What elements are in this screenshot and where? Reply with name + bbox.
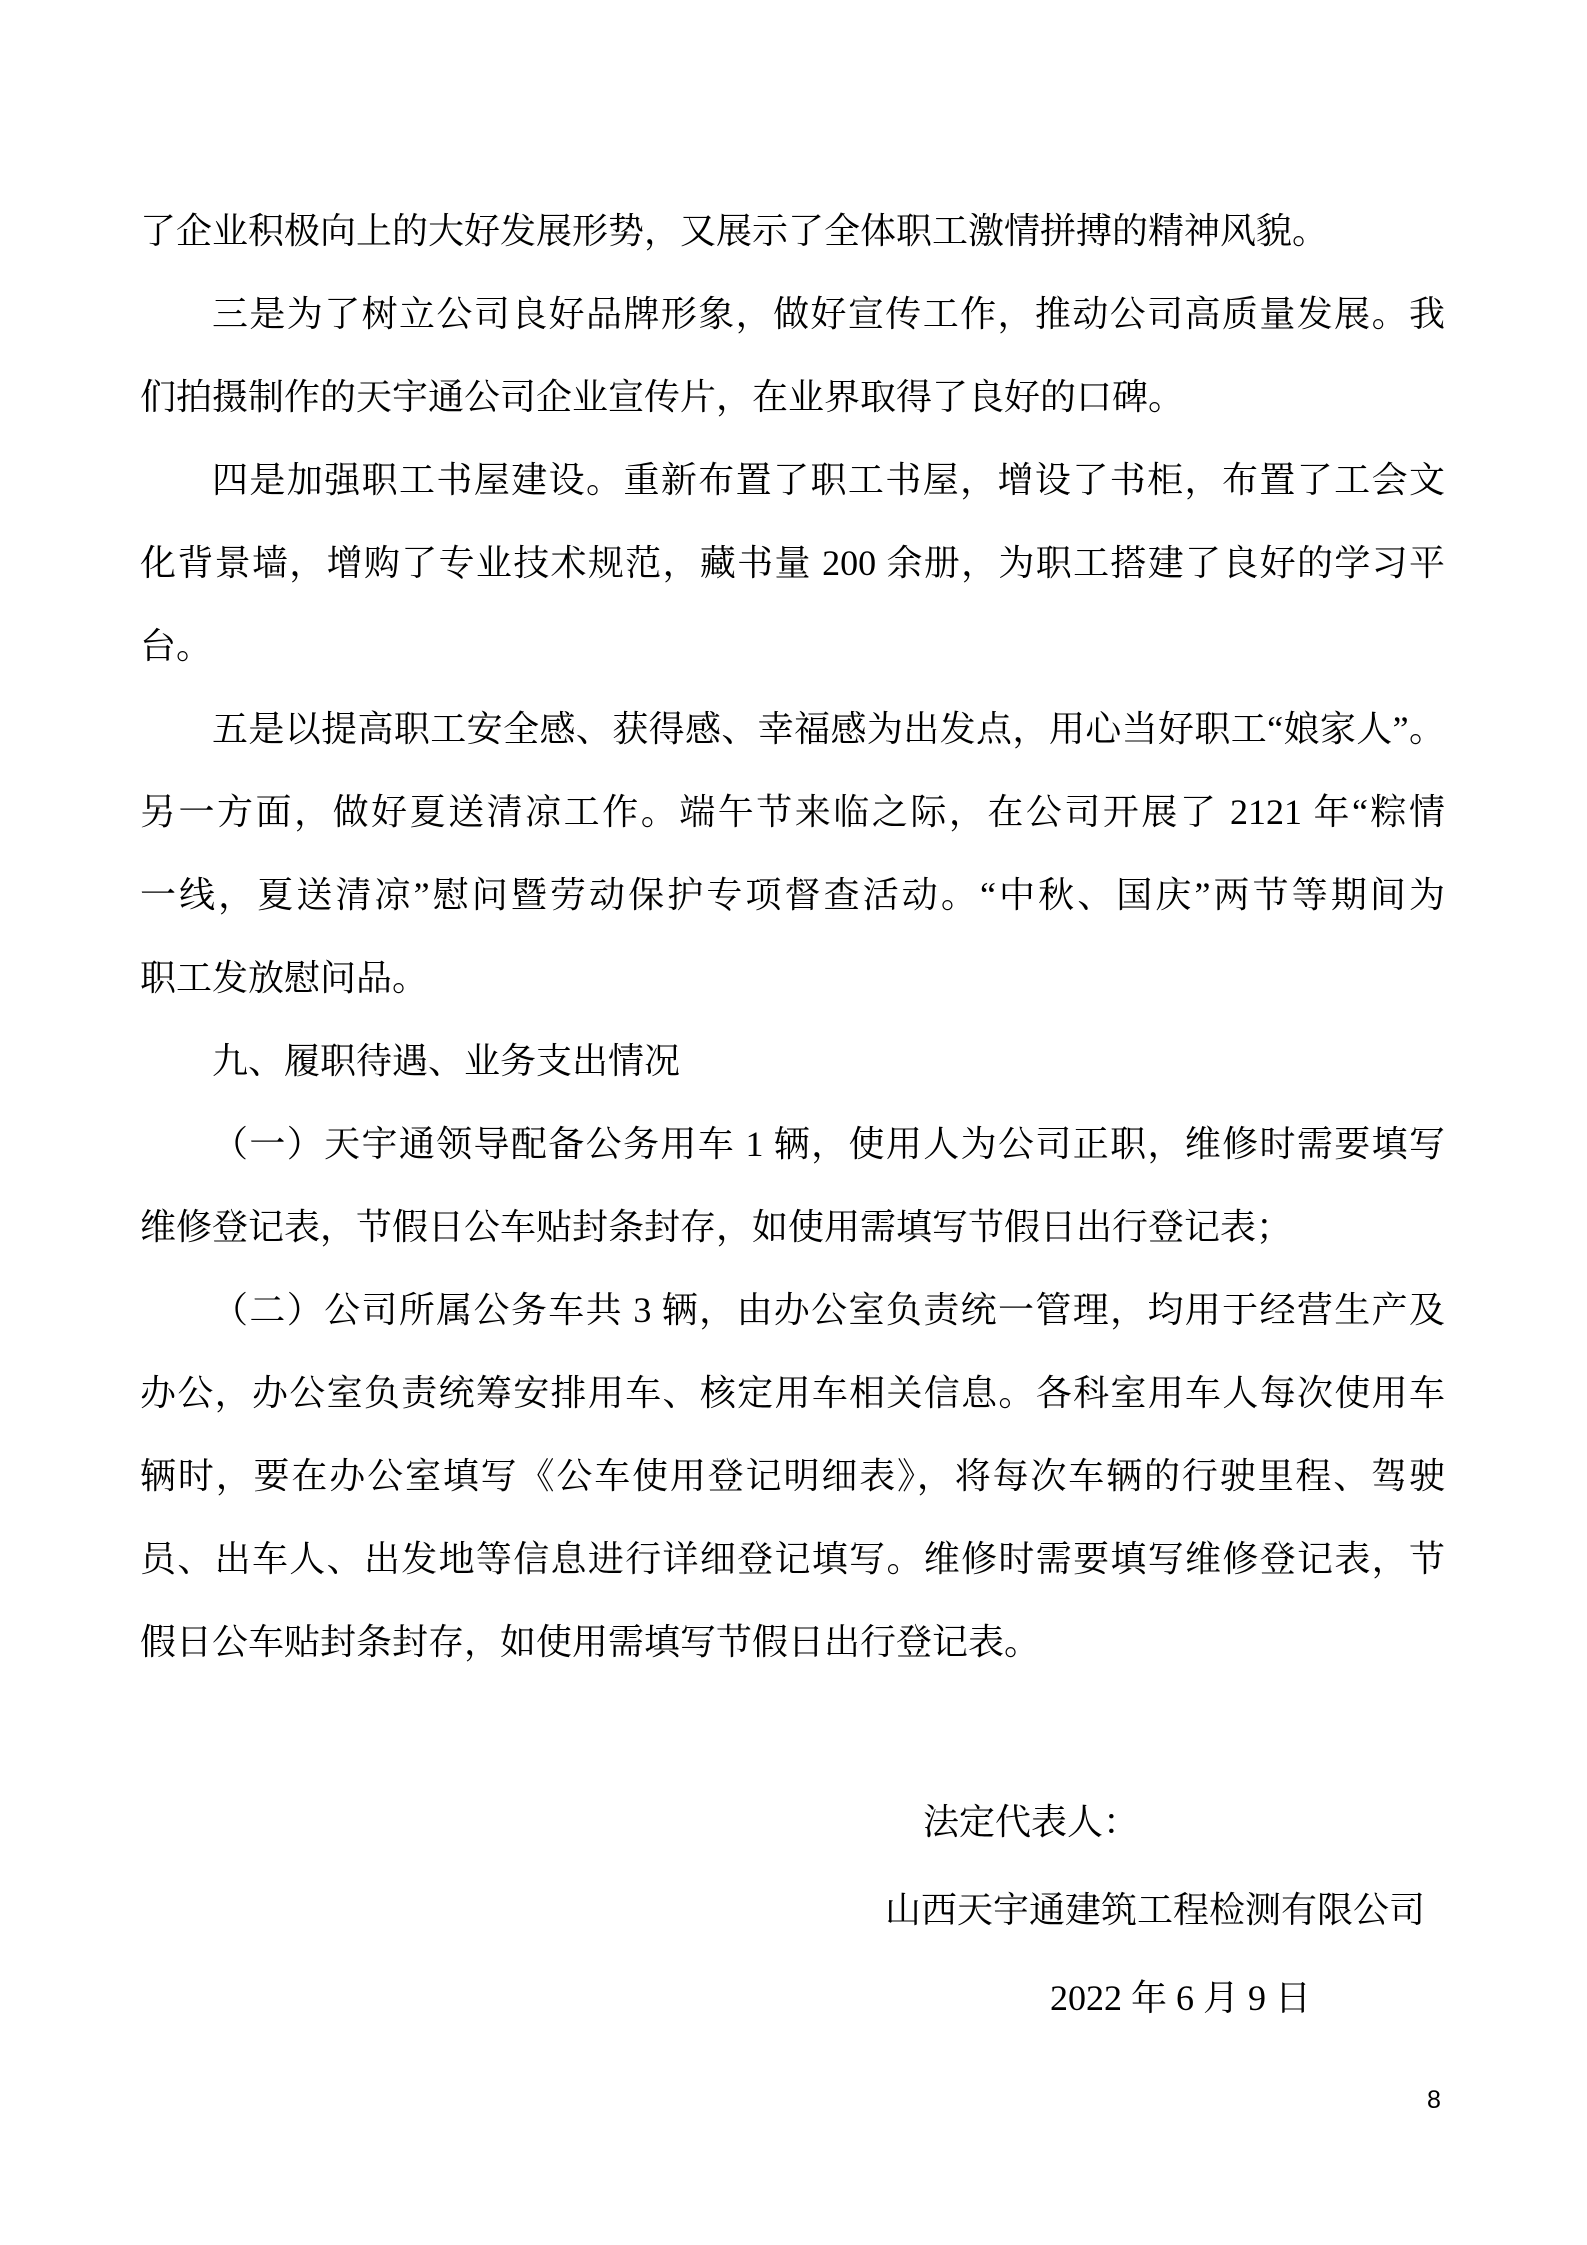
body-line: 假日公车贴封条封存，如使用需填写节假日出行登记表。 (140, 1622, 1041, 1662)
page-number: 8 (1427, 2086, 1441, 2114)
legal-representative-label: 法定代表人： (923, 1802, 1140, 1842)
body-text (140, 190, 1445, 1684)
signature-date: 2022 年 6 月 9 日 (1050, 1978, 1312, 2018)
company-name: 山西天宇通建筑工程检测有限公司 (885, 1890, 1426, 1930)
body-line: 九、履职待遇、业务支出情况 (212, 1041, 681, 1081)
body-line: 另一方面，做好夏送清凉工作。端午节来临之际，在公司开展了 2121 年“粽情 (140, 792, 1445, 832)
body-line: 化背景墙，增购了专业技术规范，藏书量 200 余册，为职工搭建了良好的学习平 (140, 543, 1445, 583)
body-line: 职工发放慰问品。 (140, 958, 429, 998)
body-line: （一）天宇通领导配备公务用车 1 辆，使用人为公司正职，维修时需要填写 (212, 1124, 1445, 1164)
body-line: 辆时，要在办公室填写《公车使用登记明细表》，将每次车辆的行驶里程、驾驶 (140, 1456, 1445, 1496)
body-line: 一线，夏送清凉”慰问暨劳动保护专项督查活动。“中秋、国庆”两节等期间为 (140, 875, 1445, 915)
body-line: 台。 (140, 626, 213, 666)
body-line: 维修登记表，节假日公车贴封条封存，如使用需填写节假日出行登记表； (140, 1207, 1293, 1247)
body-line: 办公，办公室负责统筹安排用车、核定用车相关信息。各科室用车人每次使用车 (140, 1373, 1445, 1413)
body-line: 三是为了树立公司良好品牌形象，做好宣传工作，推动公司高质量发展。我 (212, 294, 1445, 334)
body-line: 四是加强职工书屋建设。重新布置了职工书屋，增设了书柜，布置了工会文 (212, 460, 1445, 500)
body-line: 员、出车人、出发地等信息进行详细登记填写。维修时需要填写维修登记表，节 (140, 1539, 1445, 1579)
body-line: 五是以提高职工安全感、获得感、幸福感为出发点，用心当好职工“娘家人”。 (212, 709, 1445, 749)
body-line: 们拍摄制作的天宇通公司企业宣传片，在业界取得了良好的口碑。 (140, 377, 1185, 417)
body-line: （二）公司所属公务车共 3 辆，由办公室负责统一管理，均用于经营生产及 (212, 1290, 1445, 1330)
body-line: 了企业积极向上的大好发展形势，又展示了全体职工激情拼搏的精神风貌。 (140, 211, 1329, 251)
